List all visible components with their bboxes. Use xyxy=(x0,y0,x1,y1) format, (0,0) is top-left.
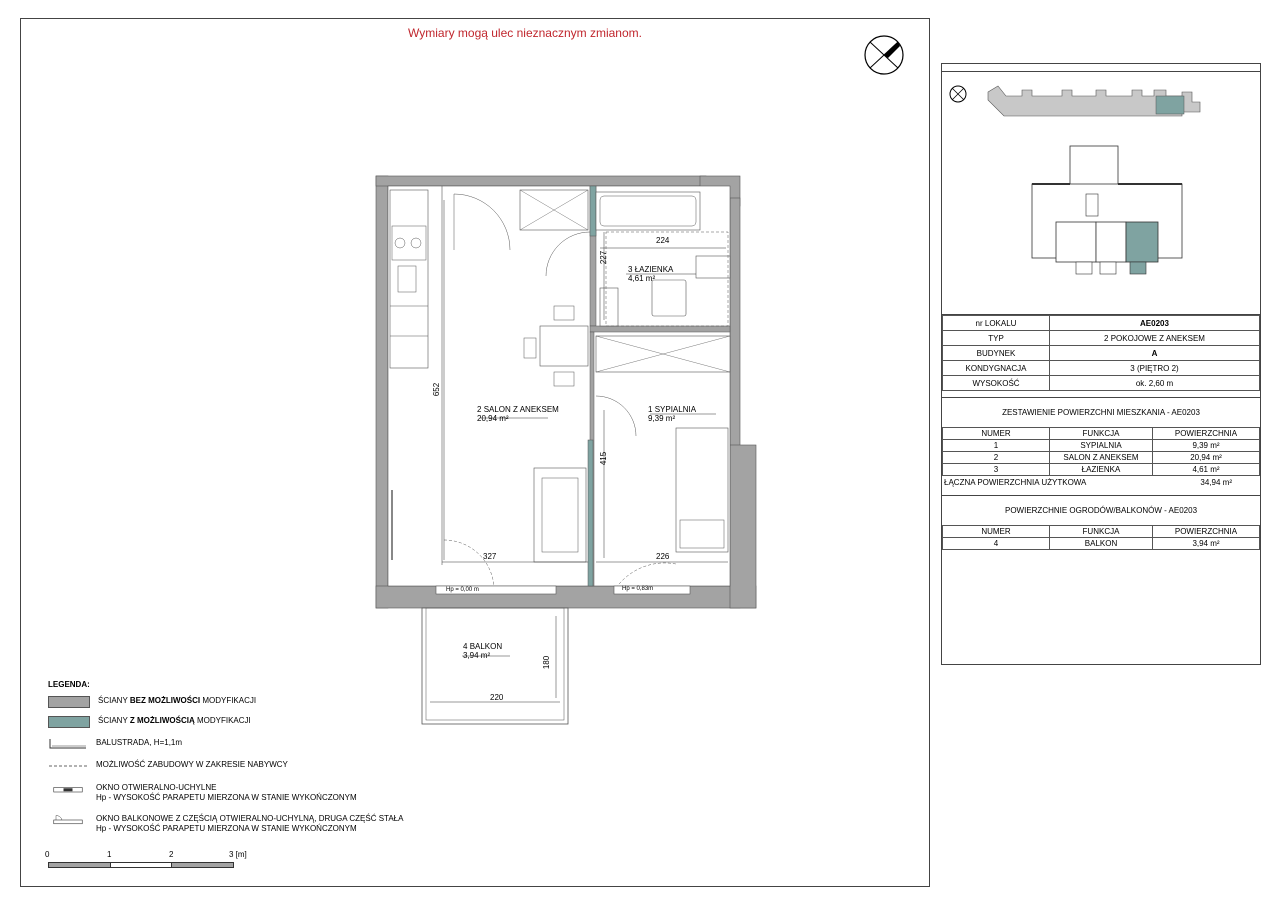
scale-bar xyxy=(45,850,258,880)
dim-balcony-width: 220 xyxy=(490,693,504,702)
dim-bath-height: 227 xyxy=(599,250,609,265)
dim-balcony-depth: 180 xyxy=(542,655,552,670)
window-hp-label: Hp = 0,83m xyxy=(622,586,654,592)
north-arrow-icon xyxy=(862,34,908,76)
table-row: WYSOKOŚĆ ok. 2,60 m xyxy=(943,376,1260,391)
legend-item: OKNO OTWIERALNO-UCHYLNE Hp - WYSOKOŚĆ PARAPETU MIERZONA W STANIE WYKOŃCZONYM xyxy=(48,783,357,803)
window-hp-label: Hp = 0,00 m xyxy=(446,587,479,593)
dimension-notice: Wymiary mogą ulec nieznacznym zmianom. xyxy=(408,26,642,40)
scale-tick-label: 2 xyxy=(169,850,174,859)
wall-south xyxy=(376,586,756,608)
balcony-door-icon xyxy=(48,814,88,826)
table-header-row: NUMER FUNKCJA POWIERZCHNIA xyxy=(943,526,1260,538)
legend-item: MOŻLIWOŚĆ ZABUDOWY W ZAKRESIE NABYWCY xyxy=(48,760,288,772)
table-row: BUDYNEK A xyxy=(943,346,1260,361)
table-row: TYP 2 POKOJOWE Z ANEKSEM xyxy=(943,331,1260,346)
dim-salon-height: 652 xyxy=(432,382,442,397)
wall-fixed-swatch xyxy=(48,696,90,708)
dim-bath-width: 224 xyxy=(656,236,670,245)
room-label-balkon: 4 BALKON 3,94 m² xyxy=(463,642,503,660)
legend xyxy=(48,680,428,833)
floor-key-plan xyxy=(1030,138,1190,288)
table-row: nr LOKALU AE0203 xyxy=(943,316,1260,331)
balcony-table xyxy=(942,525,1260,550)
legend-item: ŚCIANY BEZ MOŻLIWOŚCI MODYFIKACJI xyxy=(48,696,256,708)
total-area-row: ŁĄCZNA POWIERZCHNIA UŻYTKOWA 34,94 m² xyxy=(944,478,1232,487)
room-label-sypialnia: 1 SYPIALNIA 9,39 m² xyxy=(648,405,697,423)
wall-north xyxy=(376,176,706,186)
areas-title: ZESTAWIENIE POWIERZCHNI MIESZKANIA - AE0203 xyxy=(942,397,1260,427)
areas-table xyxy=(942,427,1260,476)
table-row: 1 SYPIALNIA 9,39 m² xyxy=(943,440,1260,452)
window-icon xyxy=(48,783,88,795)
floor-plan xyxy=(370,170,760,730)
dim-salon-width: 327 xyxy=(483,552,497,561)
scale-tick-label: 0 xyxy=(45,850,50,859)
table-row: KONDYGNACJA 3 (PIĘTRO 2) xyxy=(943,361,1260,376)
table-row: 3 ŁAZIENKA 4,61 m² xyxy=(943,464,1260,476)
legend-item: BALUSTRADA, H=1,1m xyxy=(48,738,182,750)
key-plan xyxy=(942,64,1260,315)
wall-modifiable-swatch xyxy=(48,716,90,728)
info-panel xyxy=(941,63,1261,665)
room-label-lazienka: 3 ŁAZIENKA 4,61 m² xyxy=(628,265,674,283)
dim-bed-height: 415 xyxy=(599,451,609,466)
wall-west xyxy=(376,176,388,608)
unit-info-table xyxy=(942,315,1260,391)
mini-north-arrow-icon xyxy=(948,84,968,104)
dashed-line-icon xyxy=(48,760,88,772)
modifiable-wall xyxy=(590,186,596,236)
legend-item: ŚCIANY Z MOŻLIWOŚCIĄ MODYFIKACJI xyxy=(48,716,251,728)
wall-east-lower xyxy=(730,445,756,608)
scale-tick-label: 1 xyxy=(107,850,112,859)
table-row: 2 SALON Z ANEKSEM 20,94 m² xyxy=(943,452,1260,464)
room-label-salon: 2 SALON Z ANEKSEM 20,94 m² xyxy=(477,405,559,423)
table-row: 4 BALKON 3,94 m² xyxy=(943,538,1260,550)
legend-item: OKNO BALKONOWE Z CZĘŚCIĄ OTWIERALNO-UCHYLNĄ, DRUGA CZĘŚĆ STAŁA Hp - WYSOKOŚĆ PARAPETU MIERZONA W STANIE WYKOŃCZONYM xyxy=(48,814,403,834)
balcony-title: POWIERZCHNIE OGRODÓW/BALKONÓW - AE0203 xyxy=(942,495,1260,525)
legend-title: LEGENDA: xyxy=(48,680,90,689)
balustrade-icon xyxy=(48,738,88,750)
scale-tick-label: 3 [m] xyxy=(229,850,247,859)
building-outline xyxy=(986,82,1226,122)
table-header-row: NUMER FUNKCJA POWIERZCHNIA xyxy=(943,428,1260,440)
dim-bed-width: 226 xyxy=(656,552,670,561)
